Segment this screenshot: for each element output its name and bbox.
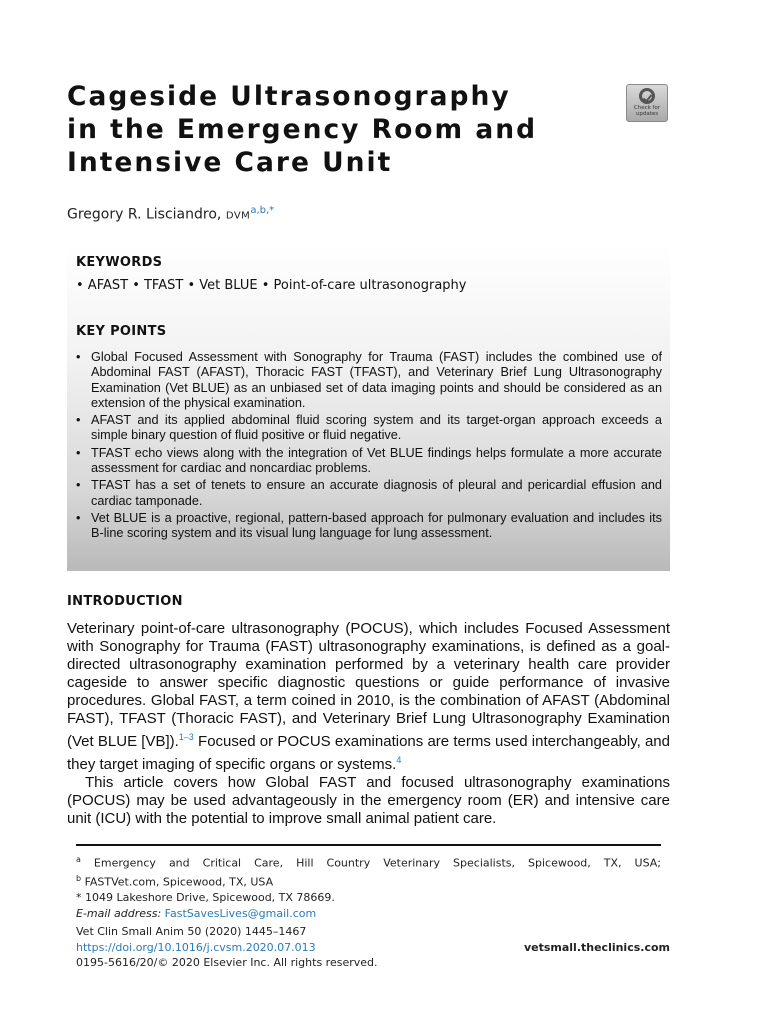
- bullet-icon: •: [76, 445, 81, 460]
- key-point-item: • Global Focused Assessment with Sonography for Trauma (FAST) includes the combined use of Abdominal FAST (AFAST), Thoracic FAST (TFAST), and Veterinary Brief Lung Ultrasonography Examination (Vet BLUE) as an unbiased set of data imaging points and should be considered as an extension of the physical examination.: [76, 350, 662, 410]
- author-degree: DVM: [225, 210, 251, 222]
- citation-link[interactable]: 4: [396, 755, 402, 765]
- key-points-heading: KEY POINTS: [76, 324, 167, 339]
- check-for-updates-button[interactable]: [626, 84, 668, 122]
- doi-link[interactable]: https://doi.org/10.1016/j.cvsm.2020.07.013: [76, 940, 316, 954]
- key-points-list: [76, 350, 662, 544]
- footnote-divider: [76, 844, 661, 846]
- bullet-icon: •: [76, 510, 81, 525]
- key-point-item: • TFAST echo views along with the integration of Vet BLUE findings helps formulate a more accurate assessment for cardiac and noncardiac problems.: [76, 445, 662, 476]
- title-line-1: Cageside Ultrasonography: [67, 81, 511, 112]
- journal-citation: Vet Clin Small Anim 50 (2020) 1445–1467: [76, 925, 307, 938]
- footnote-a: $^a$ Emergency and Critical Care, Hill Country Veterinary Specialists, Spicewood, TX, USA;: [76, 855, 661, 870]
- title-line-2: in the Emergency Room and: [67, 114, 538, 145]
- introduction-paragraph-1: Veterinary point-of-care ultrasonography (POCUS), which includes Focused Assessment with Sonography for Trauma (FAST) ultrasonography examinations, is defined as a goal-directed ultrasonography examination performed by a veterinary health care provider cageside to answer specific diagnostic questions or guide performance of invasive procedures. Global FAST, a term coined in 2010, is the combination of AFAST (Abdominal FAST), TFAST (Thoracic FAST), and Veterinary Brief Lung Ultrasonography Examination (Vet BLUE [VB]).$^{1-3}$ Focused or POCUS examinations are terms used interchangeably, and they target imaging of specific organs or systems.$^4$: [67, 620, 670, 773]
- check-updates-icon: [639, 88, 655, 104]
- author-affiliation-links[interactable]: a,b,*: [250, 205, 275, 216]
- bullet-icon: •: [76, 478, 81, 493]
- title-line-3: Intensive Care Unit: [67, 147, 393, 178]
- footnote-b: $^b$ FASTVet.com, Spicewood, TX, USA: [76, 874, 274, 889]
- journal-website-link[interactable]: vetsmall.theclinics.com: [523, 940, 670, 954]
- keywords-keypoints-box: [67, 244, 670, 571]
- citation-link[interactable]: 1–3: [178, 732, 194, 742]
- introduction-heading: INTRODUCTION: [67, 594, 183, 609]
- introduction-paragraph-2: This article covers how Global FAST and focused ultrasonography examinations (POCUS) may be used advantageously in the emergency room (ER) and intensive care unit (ICU) with the potential to improve small animal patient care.: [67, 774, 670, 827]
- check-updates-label: Check for updates: [633, 105, 661, 117]
- key-point-item: • Vet BLUE is a proactive, regional, pattern-based approach for pulmonary evaluation and includes its B-line scoring system and its visual lung language for lung assessment.: [76, 510, 662, 541]
- author-line: [67, 205, 274, 223]
- keywords-list: • AFAST • TFAST • Vet BLUE • Point-of-care ultrasonography: [76, 278, 467, 293]
- copyright-line: 0195-5616/20/© 2020 Elsevier Inc. All rights reserved.: [76, 956, 378, 969]
- footnotes: [76, 852, 661, 921]
- bullet-icon: •: [76, 350, 81, 364]
- journal-info: [76, 924, 670, 971]
- key-point-item: • AFAST and its applied abdominal fluid scoring system and its target-organ approach exceeds a simple binary question of fluid positive or fluid negative.: [76, 413, 662, 443]
- email-link[interactable]: FastSavesLives@gmail.com: [164, 906, 317, 920]
- keywords-heading: KEYWORDS: [76, 255, 163, 270]
- author-name: Gregory R. Lisciandro,: [67, 206, 222, 223]
- footnote-address: * 1049 Lakeshore Drive, Spicewood, TX 78669.: [76, 891, 335, 905]
- bullet-icon: •: [76, 413, 81, 428]
- key-point-item: • TFAST has a set of tenets to ensure an accurate diagnosis of pleural and pericardial effusion and cardiac tamponade.: [76, 478, 662, 508]
- article-title: [67, 80, 607, 179]
- footnote-email: E-mail address: FastSavesLives@gmail.com: [76, 906, 317, 920]
- introduction-body: [67, 620, 670, 828]
